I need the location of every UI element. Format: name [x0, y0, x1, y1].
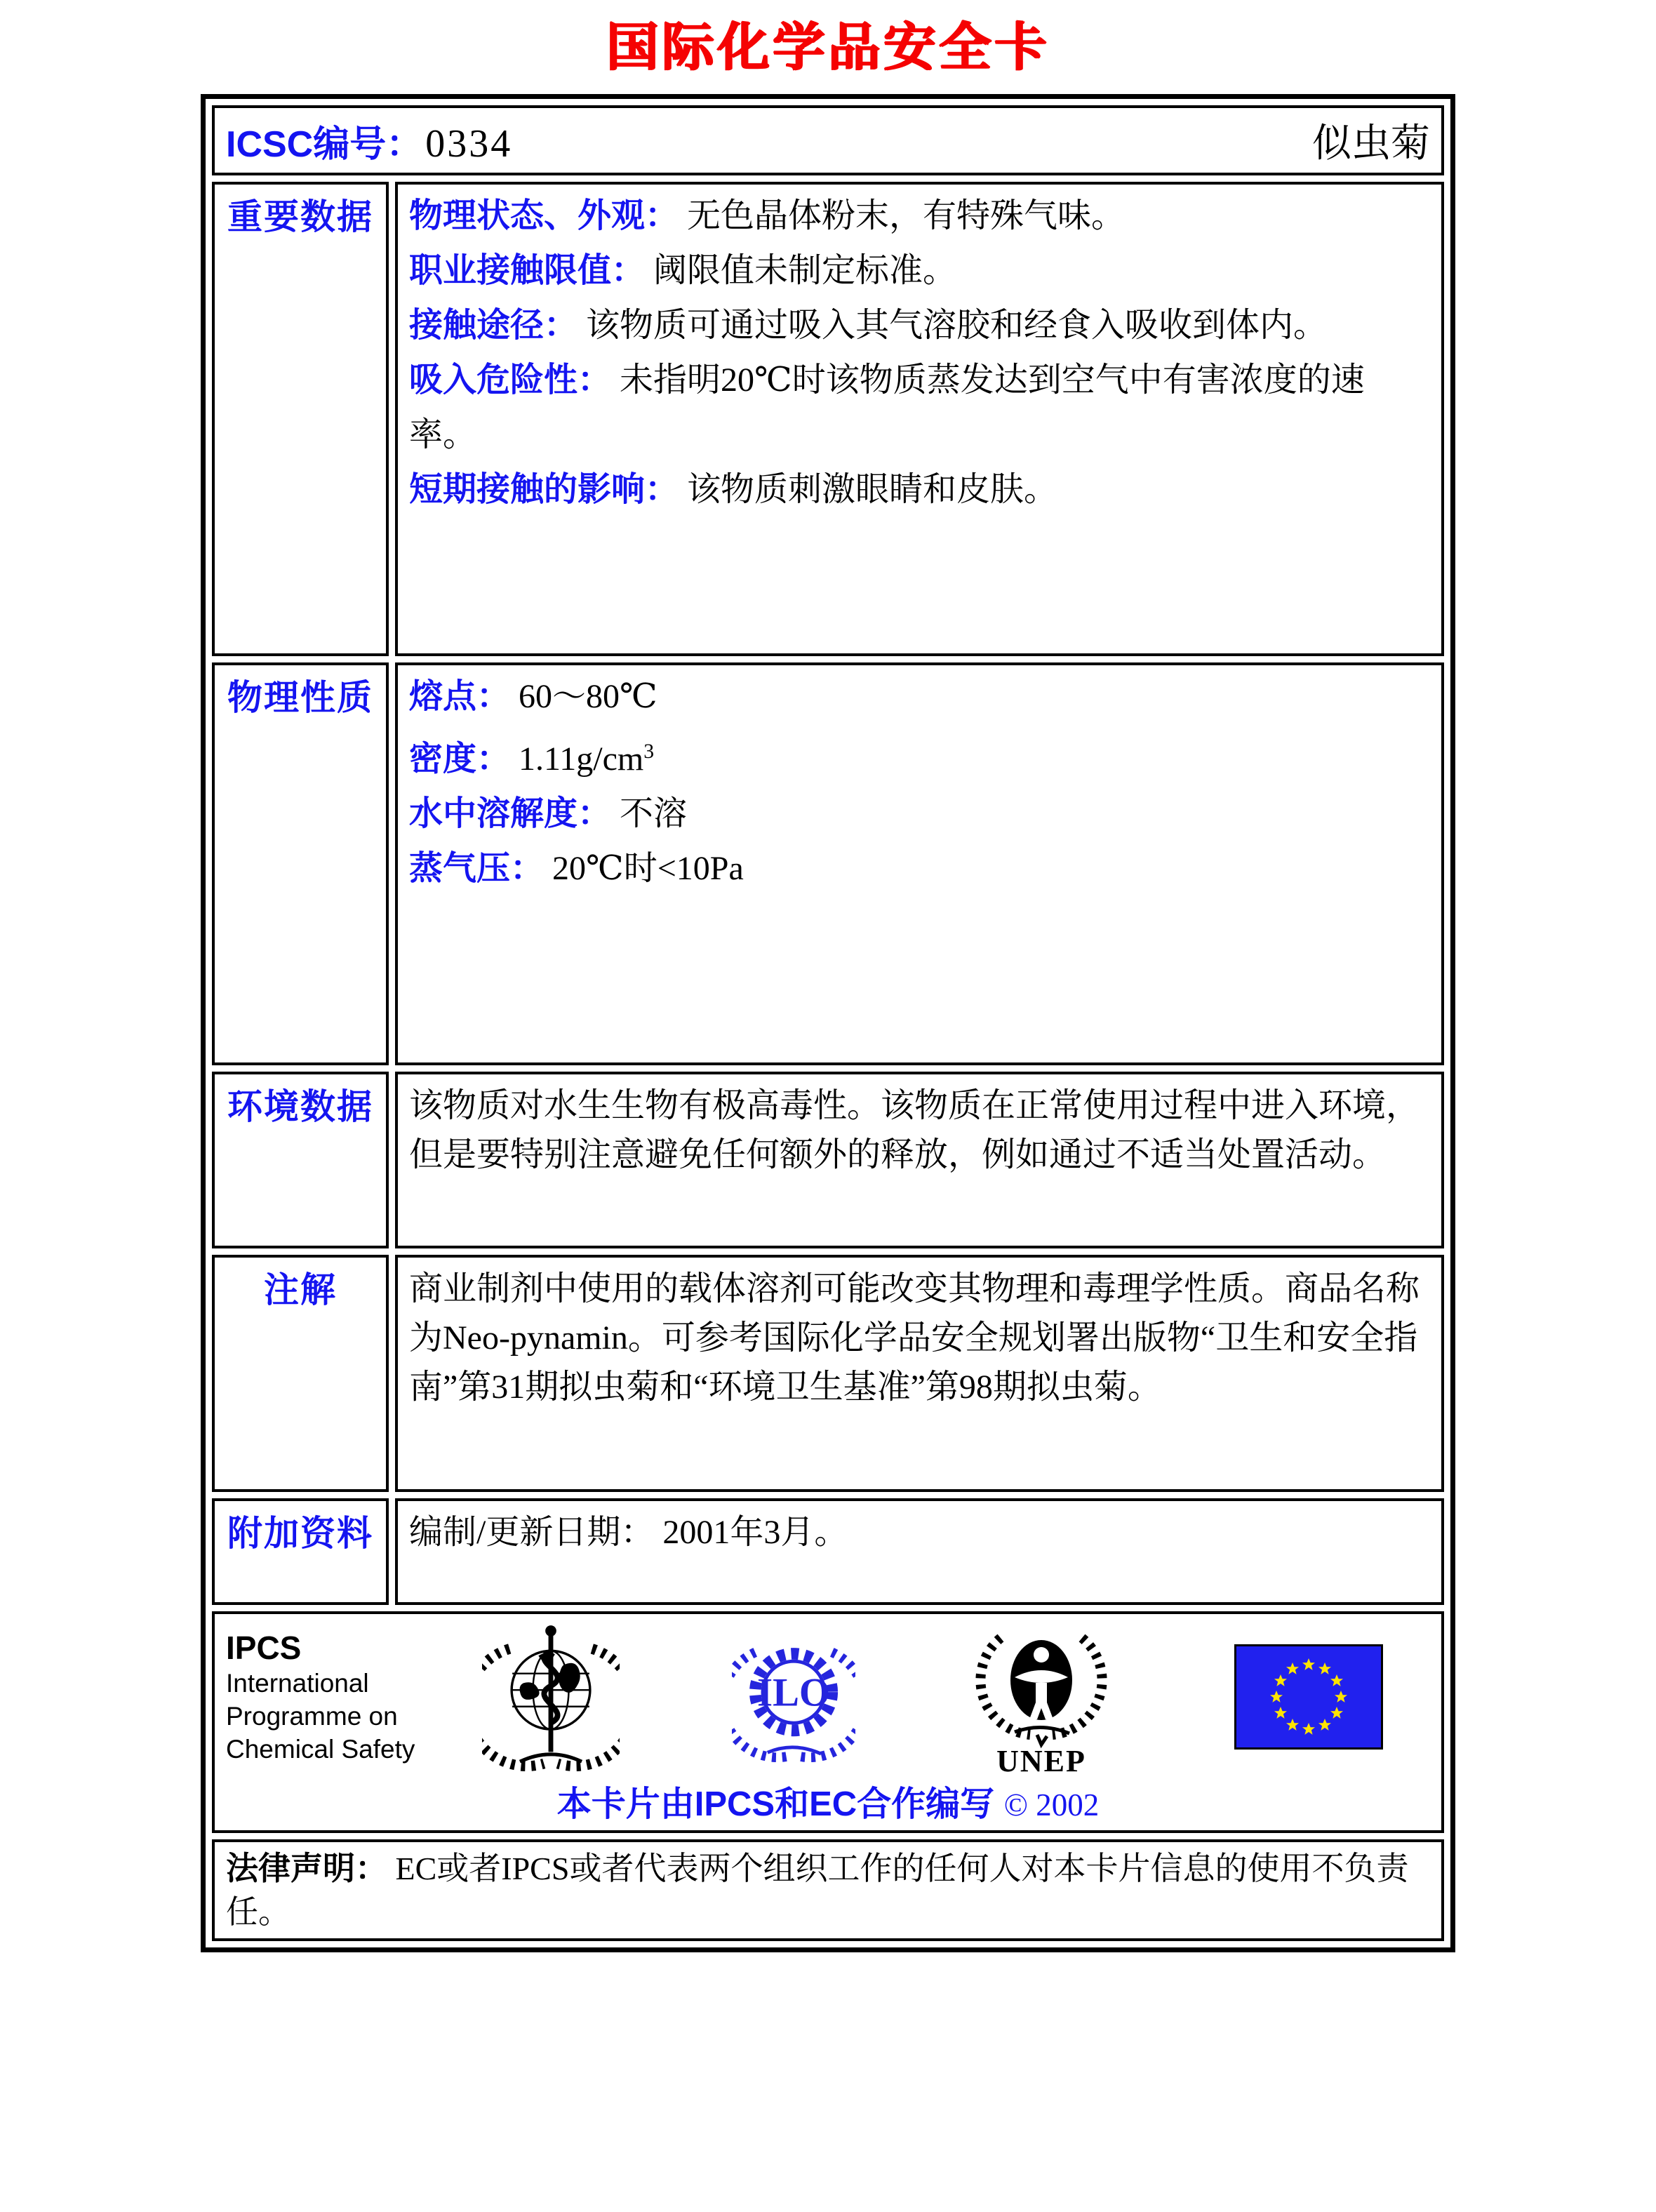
line-label: 编制/更新日期： [409, 1514, 655, 1551]
additional-line [409, 1505, 1430, 1560]
header-cell [212, 105, 1444, 175]
ipcs-acronym: IPCS [226, 1629, 302, 1666]
important-line [409, 298, 1430, 353]
line-value: 该物质刺激眼睛和皮肤。 [687, 471, 1058, 508]
important-line [409, 189, 1430, 244]
unep-logo-icon [971, 1618, 1111, 1775]
environmental-data-content-cell [395, 1072, 1444, 1248]
additional-info-label-cell [212, 1498, 389, 1605]
section-label-additional: 附加资料 [227, 1514, 373, 1553]
line-value: 该物质可通过吸入其气溶胶和经食入吸收到体内。 [586, 307, 1328, 344]
line-label: 物理状态、外观： [409, 197, 679, 234]
notes-row [212, 1255, 1444, 1492]
additional-info-row [212, 1498, 1444, 1605]
line-label: 职业接触限值： [409, 252, 646, 289]
line-value: 阈限值未制定标准。 [653, 252, 957, 289]
line-value: 不溶 [620, 795, 688, 832]
notes-paragraph: 商业制剂中使用的载体溶剂可能改变其物理和毒理学性质。商品名称为Neo-pynamin。可参考国际化学品安全规划署出版物“卫生和安全指南”第31期拟虫菊和“环境卫生基准”第98期拟虫菊。 [409, 1270, 1420, 1406]
physical-properties-label-cell [212, 662, 389, 1065]
line-label: 短期接触的影响： [409, 471, 679, 508]
physical-line [409, 669, 1430, 724]
environmental-data-label-cell [212, 1072, 389, 1248]
legal-text: EC或者IPCS或者代表两个组织工作的任何人对本卡片信息的使用不负责任。 [226, 1851, 1409, 1930]
line-value: 2001年3月。 [662, 1514, 848, 1551]
environment-paragraph: 该物质对水生生物有极高毒性。该物质在正常使用过程中进入环境，但是要特别注意避免任何额外的释放，例如通过不适当处置活动。 [409, 1087, 1420, 1173]
icsc-number-label: ICSC编号： [226, 124, 423, 165]
legal-cell [212, 1839, 1444, 1941]
unep-wordmark: UNEP [996, 1744, 1086, 1775]
icsc-card-page [0, 6, 1656, 2212]
additional-info-content-cell [395, 1498, 1444, 1605]
ilo-monogram: ILO [757, 1670, 830, 1715]
important-line [409, 244, 1430, 298]
section-label-important: 重要数据 [227, 197, 373, 236]
physical-properties-content-cell [395, 662, 1444, 1065]
physical-line [409, 787, 1430, 841]
who-logo-icon [482, 1623, 620, 1771]
credit-text: 本卡片由IPCS和EC合作编写 [556, 1785, 995, 1823]
important-data-label-cell [212, 182, 389, 656]
legal-row [212, 1839, 1444, 1941]
icsc-number-value: 0334 [425, 121, 513, 166]
page-title: 国际化学品安全卡 [606, 17, 1050, 77]
line-label: 熔点： [409, 678, 511, 715]
line-label: 密度： [409, 740, 511, 778]
important-line [409, 462, 1430, 517]
density-superscript: 3 [643, 740, 655, 763]
line-value: 1.11g/cm [519, 740, 644, 778]
section-label-physical: 物理性质 [227, 678, 373, 717]
important-data-row [212, 182, 1444, 656]
icsc-card [201, 94, 1455, 1952]
ipcs-line: Programme on [226, 1701, 398, 1731]
line-label: 吸入危险性： [409, 361, 612, 399]
ipcs-line: Chemical Safety [226, 1734, 415, 1764]
line-label: 接触途径： [409, 307, 578, 344]
header-row [212, 105, 1444, 175]
line-value: 未指明20℃时该物质蒸发达到空气中有害浓度的速率。 [409, 361, 1365, 453]
footer-row [212, 1611, 1444, 1833]
notes-label-cell [212, 1255, 389, 1492]
ilo-logo-icon [732, 1632, 855, 1762]
section-label-notes: 注解 [264, 1270, 337, 1310]
ipcs-text-block [226, 1629, 422, 1766]
line-value: 20℃时<10Pa [552, 850, 744, 887]
physical-line [409, 724, 1430, 787]
line-label: 水中溶解度： [409, 795, 612, 832]
logo-row [226, 1618, 1430, 1775]
environmental-data-row [212, 1072, 1444, 1248]
line-value: 无色晶体粉末，有特殊气味。 [687, 197, 1126, 234]
copyright-text: © 2002 [1003, 1787, 1100, 1823]
physical-properties-row [212, 662, 1444, 1065]
physical-line [409, 841, 1430, 896]
legal-label: 法律声明： [226, 1850, 387, 1886]
eu-flag-icon [1234, 1644, 1383, 1750]
important-line [409, 353, 1430, 462]
ipcs-line: International [226, 1668, 369, 1698]
important-data-content-cell [395, 182, 1444, 656]
credit-line [226, 1777, 1430, 1826]
notes-content-cell [395, 1255, 1444, 1492]
line-label: 蒸气压： [409, 850, 545, 887]
line-value: 60～80℃ [519, 678, 657, 715]
icsc-table [206, 99, 1450, 1947]
icsc-number-group [226, 114, 512, 167]
chemical-name: 似虫菊 [1312, 122, 1430, 166]
footer-cell [212, 1611, 1444, 1833]
section-label-environment: 环境数据 [227, 1087, 373, 1126]
